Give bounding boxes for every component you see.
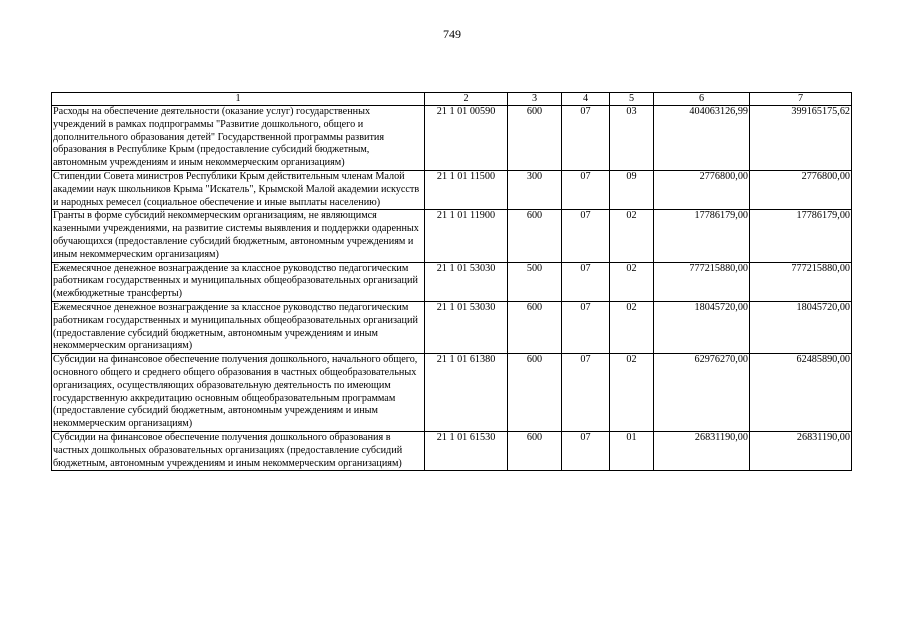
section-cell: 07 (562, 170, 610, 209)
table-header-row (52, 93, 852, 106)
subsection-cell: 02 (610, 262, 654, 301)
table-row (52, 106, 852, 171)
table-row (52, 210, 852, 262)
subsection-cell: 02 (610, 210, 654, 262)
column-header: 1 (52, 93, 425, 106)
expense-type-cell: 600 (508, 301, 562, 353)
amount-year1-cell: 17786179,00 (654, 210, 750, 262)
target-article-cell: 21 1 01 11900 (425, 210, 508, 262)
section-cell: 07 (562, 210, 610, 262)
amount-year1-cell: 404063126,99 (654, 106, 750, 171)
section-cell: 07 (562, 354, 610, 432)
column-header: 7 (750, 93, 852, 106)
column-header: 2 (425, 93, 508, 106)
column-header: 4 (562, 93, 610, 106)
expense-name-cell: Стипендии Совета министров Республики Крым действительным членам Малой академии наук школьников Крыма "Искатель", Крымской Малой академии искусств и народных ремесел (социальное обеспечение и иные выплаты населению) (52, 170, 425, 209)
expense-name-cell: Субсидии на финансовое обеспечение получения дошкольного образования в частных дошкольных образовательных организациях (предоставление субсидий бюджетным, автономным учреждениям и иным некоммерческим организациям) (52, 431, 425, 470)
column-header: 5 (610, 93, 654, 106)
amount-year2-cell: 2776800,00 (750, 170, 852, 209)
expense-type-cell: 600 (508, 354, 562, 432)
target-article-cell: 21 1 01 53030 (425, 301, 508, 353)
amount-year1-cell: 777215880,00 (654, 262, 750, 301)
amount-year1-cell: 2776800,00 (654, 170, 750, 209)
target-article-cell: 21 1 01 00590 (425, 106, 508, 171)
subsection-cell: 02 (610, 354, 654, 432)
table-row (52, 354, 852, 432)
subsection-cell: 03 (610, 106, 654, 171)
section-cell: 07 (562, 262, 610, 301)
table-row (52, 301, 852, 353)
expense-name-cell: Ежемесячное денежное вознаграждение за классное руководство педагогическим работникам государственных и муниципальных общеобразовательных организаций (межбюджетные трансферты) (52, 262, 425, 301)
expense-type-cell: 600 (508, 431, 562, 470)
target-article-cell: 21 1 01 11500 (425, 170, 508, 209)
column-header: 6 (654, 93, 750, 106)
expense-name-cell: Гранты в форме субсидий некоммерческим организациям, не являющимся казенными учреждениями, на развитие системы выявления и поддержки одаренных обучающихся (предоставление субсидий бюджетным, автономным учреждениям и иным некоммерческим организациям) (52, 210, 425, 262)
target-article-cell: 21 1 01 61380 (425, 354, 508, 432)
expense-type-cell: 500 (508, 262, 562, 301)
section-cell: 07 (562, 431, 610, 470)
expense-name-cell: Ежемесячное денежное вознаграждение за классное руководство педагогическим работникам государственных и муниципальных общеобразовательных организаций (предоставление субсидий бюджетным, автономным учреждениям и иным некоммерческим организациям) (52, 301, 425, 353)
budget-table (51, 92, 852, 471)
expense-type-cell: 600 (508, 106, 562, 171)
amount-year1-cell: 62976270,00 (654, 354, 750, 432)
amount-year2-cell: 18045720,00 (750, 301, 852, 353)
amount-year2-cell: 26831190,00 (750, 431, 852, 470)
subsection-cell: 02 (610, 301, 654, 353)
subsection-cell: 09 (610, 170, 654, 209)
amount-year2-cell: 17786179,00 (750, 210, 852, 262)
expense-type-cell: 300 (508, 170, 562, 209)
table-row (52, 431, 852, 470)
amount-year1-cell: 26831190,00 (654, 431, 750, 470)
section-cell: 07 (562, 106, 610, 171)
expense-type-cell: 600 (508, 210, 562, 262)
target-article-cell: 21 1 01 53030 (425, 262, 508, 301)
section-cell: 07 (562, 301, 610, 353)
amount-year2-cell: 399165175,62 (750, 106, 852, 171)
column-header: 3 (508, 93, 562, 106)
target-article-cell: 21 1 01 61530 (425, 431, 508, 470)
table-row (52, 262, 852, 301)
amount-year2-cell: 62485890,00 (750, 354, 852, 432)
expense-name-cell: Расходы на обеспечение деятельности (оказание услуг) государственных учреждений в рамках подпрограммы "Развитие дошкольного, общего и дополнительного образования детей" Государственной программы развития образования в Республике Крым (предоставление субсидий бюджетным, автономным учреждениям и иным некоммерческим организациям) (52, 106, 425, 171)
page-number: 749 (443, 27, 461, 41)
amount-year2-cell: 777215880,00 (750, 262, 852, 301)
amount-year1-cell: 18045720,00 (654, 301, 750, 353)
expense-name-cell: Субсидии на финансовое обеспечение получения дошкольного, начального общего, основного общего и среднего общего образования в частных общеобразовательных организациях, осуществляющих образовательную деятельность по имеющим государственную аккредитацию основным общеобразовательным программам (предоставление субсидий бюджетным, автономным учреждениям и иным некоммерческим организациям) (52, 354, 425, 432)
table-row (52, 170, 852, 209)
subsection-cell: 01 (610, 431, 654, 470)
